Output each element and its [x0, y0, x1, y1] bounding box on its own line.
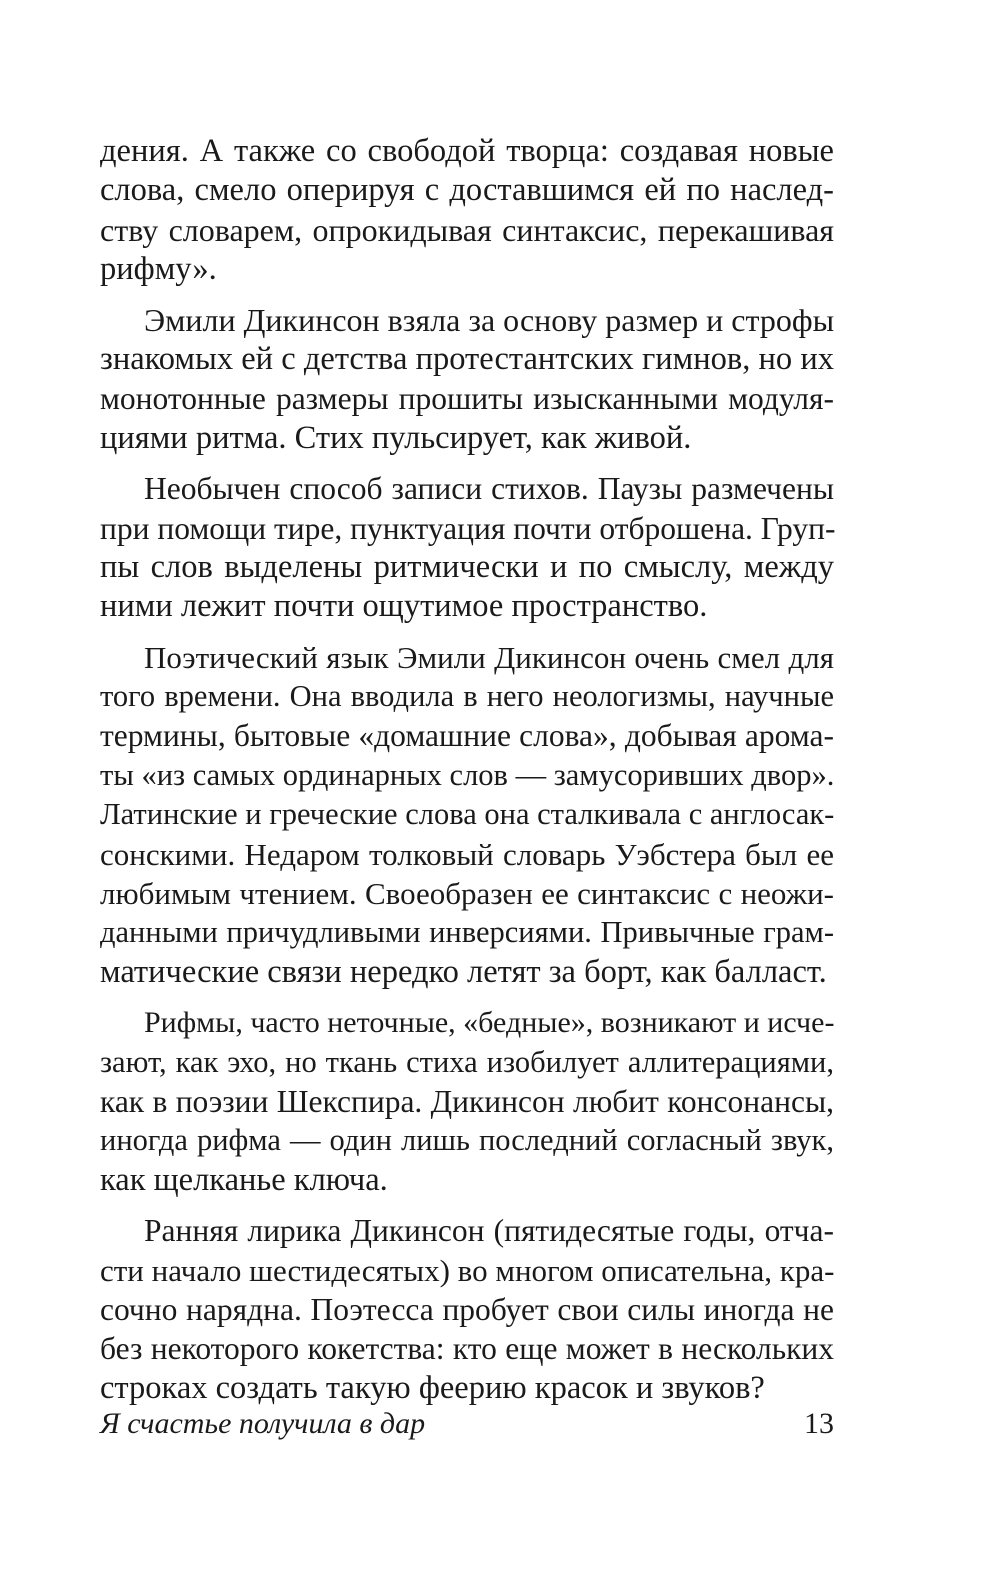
text-line: Латинские и греческие слова она сталкивала с англосак- [100, 797, 835, 832]
paragraph-gap [100, 1200, 834, 1211]
text-line: данными причудливыми инверсиями. Привычные грам- [100, 915, 834, 950]
paragraph [100, 1211, 834, 1408]
text-line: зают, как эхо, но ткань стиха изобилует аллитерациями, [100, 1044, 834, 1079]
text-line: циями ритма. Стих пульсирует, как живой. [100, 419, 692, 456]
text-line: монотонные размеры прошиты изысканными модуля- [100, 381, 834, 417]
text-line: термины, бытовые «домашние слова», добывая арома- [100, 718, 834, 754]
paragraph-gap [100, 290, 834, 301]
text-line: строках создать такую феерию красок и звуков? [100, 1369, 765, 1406]
text-line: Поэтический язык Эмили Дикинсон очень смел для [144, 639, 834, 675]
paragraph [100, 1003, 834, 1200]
text-line: Необычен способ записи стихов. Паузы размечены [144, 471, 834, 507]
text-line: ними лежит почти ощутимое пространство. [100, 588, 708, 625]
paragraph [100, 638, 834, 993]
paragraph-gap [100, 992, 834, 1003]
text-line: рифму». [100, 251, 217, 288]
text-line: дения. А также со свободой творца: создавая новые [100, 133, 834, 169]
running-title: Я счастье получила в дар [100, 1407, 426, 1440]
text-line: ству словарем, опрокидывая синтаксис, перекашивая [100, 211, 834, 248]
page-footer [100, 1404, 834, 1444]
text-line: пы слов выделены ритмически и по смыслу, между [100, 548, 834, 585]
paragraph [100, 301, 834, 459]
text-line: ты «из самых ординарных слов — замусоривших двор». [100, 757, 835, 792]
text-line: иногда рифма — один лишь последний согласный звук, [100, 1123, 834, 1158]
text-line: как щелканье ключа. [100, 1161, 388, 1198]
text-line: любимым чтением. Своеобразен ее синтаксис с неожи- [100, 876, 834, 912]
text-line: при помощи тире, пунктуация почти отброшена. Груп- [100, 510, 836, 546]
text-line: сочно нарядна. Поэтесса пробует свои силы иногда не [100, 1291, 834, 1327]
text-line: сонскими. Недаром толковый словарь Уэбстера был ее [100, 836, 834, 872]
paragraph-gap [100, 627, 834, 638]
text-line: слова, смело оперируя с доставшимся ей по наслед- [100, 172, 834, 209]
page-body [100, 132, 834, 1408]
text-line: Рифмы, часто неточные, «бедные», возникают и исче- [144, 1006, 835, 1040]
paragraph [100, 469, 834, 627]
paragraph-gap [100, 458, 834, 469]
text-line: без некоторого кокетства: кто еще может в нескольких [100, 1331, 834, 1367]
text-line: Ранняя лирика Дикинсон (пятидесятые годы, отча- [144, 1213, 834, 1249]
text-line: сти начало шестидесятых) во многом описательна, кра- [100, 1252, 835, 1288]
text-line: Эмили Дикинсон взяла за основу размер и строфы [144, 301, 835, 338]
page-number: 13 [804, 1407, 834, 1440]
text-line: как в поэзии Шекспира. Дикинсон любит консонансы, [100, 1083, 834, 1119]
paragraph [100, 132, 834, 290]
text-line: матические связи нередко летят за борт, как балласт. [100, 953, 827, 990]
text-line: того времени. Она вводила в него неологизмы, научные [100, 679, 834, 714]
text-line: знакомых ей с детства протестантских гимнов, но их [100, 340, 834, 377]
